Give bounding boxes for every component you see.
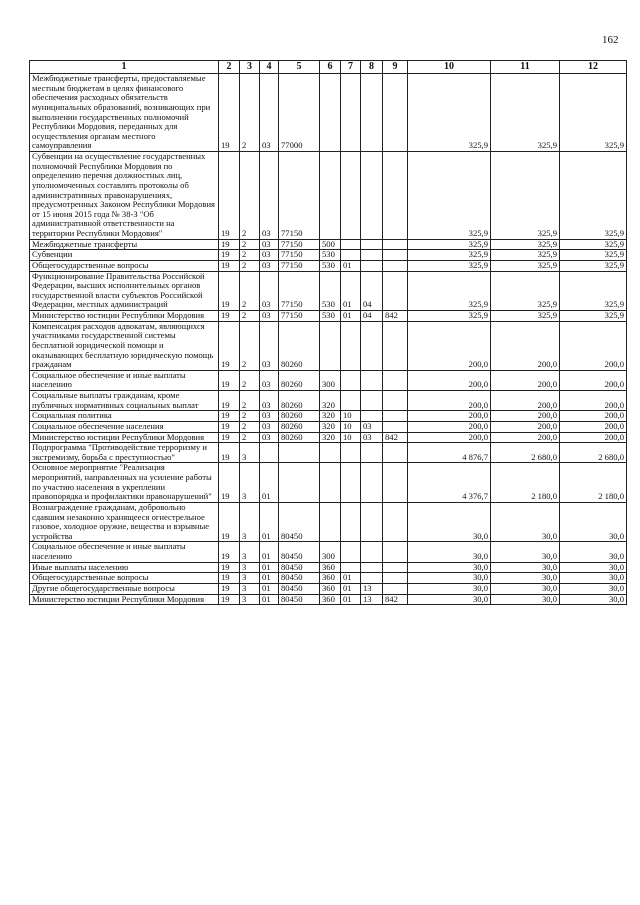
col-7-code: [341, 250, 361, 261]
col-2-code: 19: [219, 562, 240, 573]
col-4-code: 01: [260, 502, 279, 542]
col-2-code: 19: [219, 542, 240, 562]
amount-col-12: 325,9: [560, 74, 627, 152]
amount-col-10: 200,0: [408, 432, 491, 443]
amount-col-11: 200,0: [491, 411, 560, 422]
table-row: [30, 562, 627, 573]
col-3-code: 2: [240, 421, 260, 432]
row-name: Компенсация расходов адвокатам, являющихся участниками государственной системы бесплатной юридической помощи и оказывающих бесплатную юридическую помощь гражданам: [30, 321, 219, 370]
amount-col-11: 325,9: [491, 74, 560, 152]
amount-col-10: 200,0: [408, 370, 491, 390]
col-7-code: [341, 321, 361, 370]
amount-col-11: 2 680,0: [491, 443, 560, 463]
row-name: Подпрограмма "Противодействие терроризму и экстремизму, борьба с преступностью": [30, 443, 219, 463]
col-5-code: 80260: [279, 432, 320, 443]
col-7-code: [341, 562, 361, 573]
col-8-code: [361, 74, 383, 152]
amount-col-10: 200,0: [408, 391, 491, 411]
table-row: [30, 421, 627, 432]
col-4-code: 03: [260, 250, 279, 261]
amount-col-10: 4 876,7: [408, 443, 491, 463]
col-7-code: 01: [341, 583, 361, 594]
col-6-code: [320, 502, 341, 542]
col-6-code: 320: [320, 391, 341, 411]
table-row: [30, 502, 627, 542]
col-6-code: 320: [320, 432, 341, 443]
col-6-code: [320, 74, 341, 152]
col-8-code: [361, 542, 383, 562]
row-name: Основное мероприятие "Реализация мероприятий, направленных на усиление работы по участию населения в укреплении правопорядка и профилактики правонарушений": [30, 463, 219, 503]
col-9-code: [383, 583, 408, 594]
column-header-1: 1: [30, 61, 219, 74]
col-8-code: 03: [361, 432, 383, 443]
col-5-code: 77150: [279, 239, 320, 250]
col-9-code: [383, 562, 408, 573]
column-header-6: 6: [320, 61, 341, 74]
row-name: Общегосударственные вопросы: [30, 573, 219, 584]
col-9-code: [383, 152, 408, 240]
column-header-5: 5: [279, 61, 320, 74]
amount-col-11: 30,0: [491, 542, 560, 562]
col-2-code: 19: [219, 391, 240, 411]
col-3-code: 2: [240, 391, 260, 411]
col-9-code: [383, 321, 408, 370]
row-name: Другие общегосударственные вопросы: [30, 583, 219, 594]
amount-col-12: 30,0: [560, 573, 627, 584]
amount-col-12: 2 680,0: [560, 443, 627, 463]
row-name: Иные выплаты населению: [30, 562, 219, 573]
table-row: [30, 271, 627, 311]
col-7-code: 10: [341, 411, 361, 422]
col-4-code: [260, 443, 279, 463]
col-3-code: 2: [240, 250, 260, 261]
row-name: Министерство юстиции Республики Мордовия: [30, 311, 219, 322]
amount-col-10: 325,9: [408, 311, 491, 322]
col-2-code: 19: [219, 271, 240, 311]
col-4-code: 03: [260, 74, 279, 152]
col-5-code: 80260: [279, 411, 320, 422]
col-8-code: [361, 443, 383, 463]
col-7-code: [341, 391, 361, 411]
amount-col-12: 200,0: [560, 391, 627, 411]
col-4-code: 01: [260, 562, 279, 573]
amount-col-12: 30,0: [560, 583, 627, 594]
column-header-10: 10: [408, 61, 491, 74]
col-2-code: 19: [219, 502, 240, 542]
table-row: [30, 542, 627, 562]
amount-col-10: 325,9: [408, 239, 491, 250]
table-row: [30, 411, 627, 422]
col-4-code: 03: [260, 271, 279, 311]
col-5-code: 77150: [279, 250, 320, 261]
col-9-code: 842: [383, 311, 408, 322]
col-8-code: [361, 411, 383, 422]
col-9-code: [383, 74, 408, 152]
column-header-9: 9: [383, 61, 408, 74]
col-5-code: 80450: [279, 573, 320, 584]
col-6-code: 530: [320, 311, 341, 322]
col-6-code: 530: [320, 271, 341, 311]
col-9-code: [383, 542, 408, 562]
row-name: Социальное обеспечение населения: [30, 421, 219, 432]
amount-col-11: 30,0: [491, 502, 560, 542]
col-2-code: 19: [219, 583, 240, 594]
col-2-code: 19: [219, 594, 240, 605]
amount-col-10: 4 376,7: [408, 463, 491, 503]
col-3-code: 2: [240, 411, 260, 422]
table-row: [30, 321, 627, 370]
col-4-code: 03: [260, 411, 279, 422]
col-4-code: 01: [260, 542, 279, 562]
col-6-code: 360: [320, 583, 341, 594]
col-7-code: 01: [341, 594, 361, 605]
amount-col-10: 325,9: [408, 260, 491, 271]
table-row: [30, 311, 627, 322]
amount-col-10: 325,9: [408, 271, 491, 311]
row-name: Субвенции: [30, 250, 219, 261]
amount-col-10: 325,9: [408, 250, 491, 261]
col-9-code: [383, 250, 408, 261]
col-4-code: 01: [260, 583, 279, 594]
col-2-code: 19: [219, 421, 240, 432]
col-5-code: 77150: [279, 271, 320, 311]
table-row: [30, 573, 627, 584]
col-5-code: 80450: [279, 502, 320, 542]
col-7-code: [341, 443, 361, 463]
amount-col-10: 325,9: [408, 152, 491, 240]
col-2-code: 19: [219, 250, 240, 261]
col-2-code: 19: [219, 321, 240, 370]
col-4-code: 03: [260, 432, 279, 443]
amount-col-12: 30,0: [560, 594, 627, 605]
amount-col-11: 2 180,0: [491, 463, 560, 503]
col-7-code: [341, 463, 361, 503]
budget-table: [29, 60, 627, 605]
col-9-code: [383, 239, 408, 250]
page-number: 162: [602, 34, 619, 46]
col-2-code: 19: [219, 239, 240, 250]
table-row: [30, 594, 627, 605]
amount-col-10: 30,0: [408, 502, 491, 542]
column-header-11: 11: [491, 61, 560, 74]
col-5-code: 80260: [279, 391, 320, 411]
col-7-code: [341, 370, 361, 390]
col-8-code: [361, 502, 383, 542]
amount-col-10: 30,0: [408, 562, 491, 573]
col-2-code: 19: [219, 411, 240, 422]
row-name: Министерство юстиции Республики Мордовия: [30, 432, 219, 443]
col-3-code: 3: [240, 542, 260, 562]
col-7-code: 01: [341, 311, 361, 322]
table-row: [30, 152, 627, 240]
amount-col-11: 325,9: [491, 239, 560, 250]
amount-col-10: 200,0: [408, 421, 491, 432]
table-row: [30, 250, 627, 261]
col-2-code: 19: [219, 311, 240, 322]
col-6-code: 360: [320, 573, 341, 584]
amount-col-11: 200,0: [491, 432, 560, 443]
col-7-code: [341, 502, 361, 542]
col-8-code: 04: [361, 311, 383, 322]
col-6-code: 530: [320, 250, 341, 261]
table-row: [30, 370, 627, 390]
amount-col-11: 200,0: [491, 370, 560, 390]
amount-col-10: 30,0: [408, 583, 491, 594]
amount-col-10: 30,0: [408, 573, 491, 584]
column-header-7: 7: [341, 61, 361, 74]
col-8-code: [361, 370, 383, 390]
amount-col-12: 325,9: [560, 239, 627, 250]
header-row: [30, 61, 627, 74]
col-9-code: [383, 391, 408, 411]
col-5-code: 80260: [279, 421, 320, 432]
col-6-code: 530: [320, 260, 341, 271]
amount-col-11: 30,0: [491, 594, 560, 605]
amount-col-12: 200,0: [560, 370, 627, 390]
col-3-code: 3: [240, 502, 260, 542]
col-7-code: [341, 152, 361, 240]
col-7-code: 01: [341, 271, 361, 311]
amount-col-10: 30,0: [408, 542, 491, 562]
col-9-code: [383, 463, 408, 503]
col-6-code: [320, 321, 341, 370]
column-header-12: 12: [560, 61, 627, 74]
col-3-code: 3: [240, 573, 260, 584]
col-3-code: 2: [240, 432, 260, 443]
col-4-code: 03: [260, 152, 279, 240]
table-row: [30, 463, 627, 503]
col-5-code: 80450: [279, 542, 320, 562]
column-header-2: 2: [219, 61, 240, 74]
row-name: Функционирование Правительства Российской Федерации, высших исполнительных органов государственной власти субъектов Российской Федерации, местных администраций: [30, 271, 219, 311]
amount-col-10: 325,9: [408, 74, 491, 152]
col-6-code: 360: [320, 562, 341, 573]
amount-col-11: 30,0: [491, 583, 560, 594]
amount-col-12: 2 180,0: [560, 463, 627, 503]
amount-col-12: 30,0: [560, 502, 627, 542]
col-5-code: 80260: [279, 321, 320, 370]
col-6-code: 500: [320, 239, 341, 250]
table-row: [30, 443, 627, 463]
col-2-code: 19: [219, 152, 240, 240]
table-row: [30, 583, 627, 594]
col-6-code: [320, 463, 341, 503]
col-6-code: [320, 152, 341, 240]
col-3-code: 3: [240, 562, 260, 573]
col-7-code: [341, 239, 361, 250]
col-9-code: [383, 443, 408, 463]
col-6-code: 320: [320, 411, 341, 422]
amount-col-12: 200,0: [560, 432, 627, 443]
col-8-code: [361, 250, 383, 261]
col-2-code: 19: [219, 370, 240, 390]
col-5-code: 77150: [279, 260, 320, 271]
column-header-4: 4: [260, 61, 279, 74]
col-4-code: 03: [260, 239, 279, 250]
row-name: Межбюджетные трансферты, предоставляемые местным бюджетам в целях финансового обеспечения расходных обязательств муниципальных образований, возникающих при выполнении государственных полномочий Республики Мордовия, переданных для осуществления органам местного самоуправления: [30, 74, 219, 152]
col-2-code: 19: [219, 74, 240, 152]
col-6-code: 300: [320, 370, 341, 390]
col-7-code: 10: [341, 432, 361, 443]
col-5-code: 80450: [279, 562, 320, 573]
col-8-code: [361, 152, 383, 240]
col-9-code: [383, 573, 408, 584]
col-7-code: [341, 542, 361, 562]
col-4-code: 03: [260, 260, 279, 271]
col-5-code: 80450: [279, 594, 320, 605]
col-4-code: 03: [260, 391, 279, 411]
amount-col-11: 200,0: [491, 421, 560, 432]
col-8-code: [361, 239, 383, 250]
col-5-code: 77150: [279, 311, 320, 322]
col-9-code: [383, 421, 408, 432]
col-4-code: 01: [260, 594, 279, 605]
col-5-code: [279, 463, 320, 503]
col-3-code: 2: [240, 152, 260, 240]
amount-col-11: 30,0: [491, 573, 560, 584]
col-8-code: [361, 573, 383, 584]
amount-col-11: 325,9: [491, 250, 560, 261]
amount-col-10: 30,0: [408, 594, 491, 605]
col-5-code: 77000: [279, 74, 320, 152]
amount-col-12: 30,0: [560, 562, 627, 573]
row-name: Социальная политика: [30, 411, 219, 422]
amount-col-11: 325,9: [491, 152, 560, 240]
col-3-code: 2: [240, 74, 260, 152]
col-3-code: 2: [240, 271, 260, 311]
col-6-code: 320: [320, 421, 341, 432]
row-name: Министерство юстиции Республики Мордовия: [30, 594, 219, 605]
col-8-code: 03: [361, 421, 383, 432]
col-7-code: 01: [341, 260, 361, 271]
col-5-code: 80450: [279, 583, 320, 594]
amount-col-11: 200,0: [491, 391, 560, 411]
col-5-code: 80260: [279, 370, 320, 390]
col-8-code: 13: [361, 594, 383, 605]
col-4-code: 03: [260, 321, 279, 370]
row-name: Общегосударственные вопросы: [30, 260, 219, 271]
col-4-code: 03: [260, 421, 279, 432]
amount-col-12: 325,9: [560, 271, 627, 311]
col-2-code: 19: [219, 443, 240, 463]
col-8-code: 13: [361, 583, 383, 594]
col-9-code: [383, 411, 408, 422]
amount-col-12: 200,0: [560, 421, 627, 432]
col-2-code: 19: [219, 432, 240, 443]
col-6-code: 360: [320, 594, 341, 605]
col-9-code: [383, 260, 408, 271]
col-4-code: 01: [260, 573, 279, 584]
col-7-code: 01: [341, 573, 361, 584]
col-8-code: [361, 321, 383, 370]
col-9-code: 842: [383, 594, 408, 605]
amount-col-12: 325,9: [560, 250, 627, 261]
row-name: Межбюджетные трансферты: [30, 239, 219, 250]
column-header-3: 3: [240, 61, 260, 74]
col-8-code: [361, 562, 383, 573]
col-3-code: 3: [240, 463, 260, 503]
column-header-8: 8: [361, 61, 383, 74]
col-3-code: 2: [240, 260, 260, 271]
row-name: Социальное обеспечение и иные выплаты населению: [30, 370, 219, 390]
amount-col-11: 200,0: [491, 321, 560, 370]
col-5-code: [279, 443, 320, 463]
amount-col-12: 325,9: [560, 260, 627, 271]
amount-col-11: 325,9: [491, 271, 560, 311]
col-5-code: 77150: [279, 152, 320, 240]
col-9-code: 842: [383, 432, 408, 443]
col-8-code: [361, 463, 383, 503]
col-2-code: 19: [219, 573, 240, 584]
col-9-code: [383, 370, 408, 390]
table-row: [30, 391, 627, 411]
col-8-code: 04: [361, 271, 383, 311]
col-8-code: [361, 260, 383, 271]
amount-col-12: 30,0: [560, 542, 627, 562]
col-3-code: 3: [240, 583, 260, 594]
amount-col-11: 30,0: [491, 562, 560, 573]
col-6-code: [320, 443, 341, 463]
amount-col-11: 325,9: [491, 260, 560, 271]
col-3-code: 2: [240, 370, 260, 390]
table-row: [30, 239, 627, 250]
col-3-code: 2: [240, 321, 260, 370]
amount-col-10: 200,0: [408, 411, 491, 422]
col-8-code: [361, 391, 383, 411]
col-4-code: 03: [260, 370, 279, 390]
col-3-code: 3: [240, 443, 260, 463]
table-row: [30, 260, 627, 271]
row-name: Социальное обеспечение и иные выплаты населению: [30, 542, 219, 562]
amount-col-11: 325,9: [491, 311, 560, 322]
col-9-code: [383, 271, 408, 311]
col-9-code: [383, 502, 408, 542]
amount-col-12: 325,9: [560, 152, 627, 240]
row-name: Социальные выплаты гражданам, кроме публичных нормативных социальных выплат: [30, 391, 219, 411]
amount-col-12: 200,0: [560, 321, 627, 370]
amount-col-12: 325,9: [560, 311, 627, 322]
col-2-code: 19: [219, 260, 240, 271]
col-3-code: 2: [240, 311, 260, 322]
col-2-code: 19: [219, 463, 240, 503]
col-7-code: [341, 74, 361, 152]
col-4-code: 01: [260, 463, 279, 503]
col-3-code: 2: [240, 239, 260, 250]
amount-col-12: 200,0: [560, 411, 627, 422]
row-name: Субвенции на осуществление государственных полномочий Республики Мордовия по определению перечня должностных лиц, уполномоченных составлять протоколы об административных правонарушениях, предусмотренных Законом Республики Мордовия от 15 июня 2015 года № 38-З "Об административной ответственности на территории Республики Мордовия": [30, 152, 219, 240]
col-3-code: 3: [240, 594, 260, 605]
table-row: [30, 432, 627, 443]
table-row: [30, 74, 627, 152]
col-6-code: 300: [320, 542, 341, 562]
amount-col-10: 200,0: [408, 321, 491, 370]
row-name: Вознаграждение гражданам, добровольно сдавшим незаконно хранящееся огнестрельное газовое, холодное оружие, вещества и взрывные устройства: [30, 502, 219, 542]
col-7-code: 10: [341, 421, 361, 432]
col-4-code: 03: [260, 311, 279, 322]
